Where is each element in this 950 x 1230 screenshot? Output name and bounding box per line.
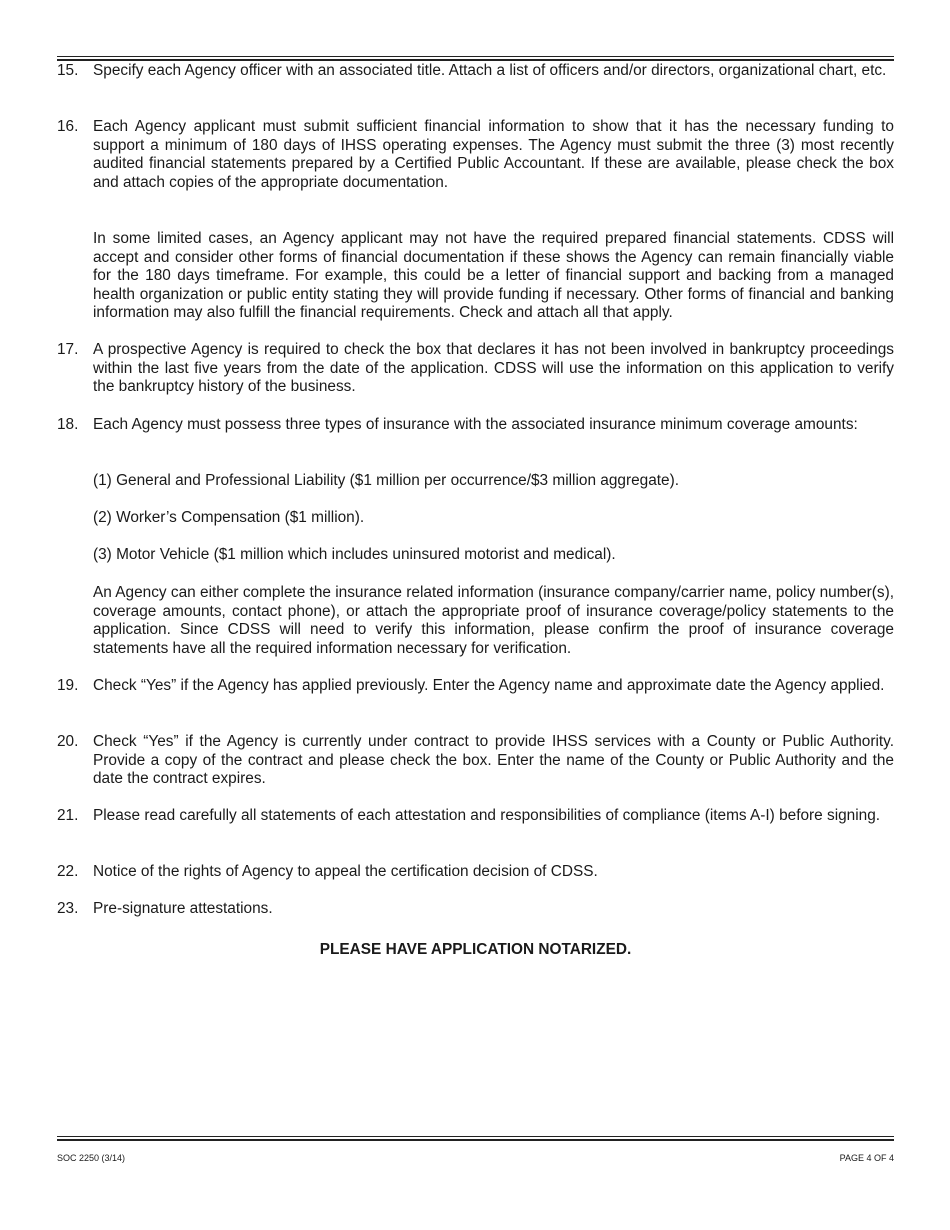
- item-19-text: Check “Yes” if the Agency has applied previously. Enter the Agency name and approximate date the Agency applied.: [93, 677, 885, 694]
- bottom-rule-thin: [57, 1136, 894, 1137]
- bottom-rule-thick: [57, 1139, 894, 1141]
- notarize-notice: PLEASE HAVE APPLICATION NOTARIZED.: [319, 941, 632, 958]
- item-number: 17.: [57, 341, 79, 358]
- form-id: SOC 2250 (3/14): [57, 1153, 126, 1163]
- item-20-text: Check “Yes” if the Agency is currently under contract to provide IHSS services with a County or Public Authority. Provide a copy of the contract and please check the box. Enter the name of the County or Public Authority and the date the contract expires.: [93, 733, 894, 788]
- item-number: 23.: [57, 900, 79, 917]
- item-number: 16.: [57, 118, 79, 135]
- item-16-text: Each Agency applicant must submit sufficient financial information to show that it has the necessary funding to support a minimum of 180 days of IHSS operating expenses. The Agency must submit the three (3) most recently audited financial statements prepared by a Certified Public Accountant. If these are available, please check the box and attach copies of the appropriate documentation.: [93, 118, 894, 191]
- item-number: 20.: [57, 733, 79, 750]
- item-21-text: Please read carefully all statements of each attestation and responsibilities of compliance (items A-I) before signing.: [93, 807, 881, 824]
- item-16-text-2: In some limited cases, an Agency applicant may not have the required prepared financial statements. CDSS will accept and consider other forms of financial documentation if these shows the Agency can remain financially viable for the 180 days timeframe. For example, this could be a letter of financial support and backing from a managed health organization or public entity stating they will provide funding if necessary. Other forms of financial and banking information may also fulfill the financial requirements. Check and attach all that apply.: [93, 230, 894, 322]
- item-22-text: Notice of the rights of Agency to appeal the certification decision of CDSS.: [93, 863, 598, 880]
- item-18-coverage-1: (1) General and Professional Liability ($1 million per occurrence/$3 million aggregate).: [93, 472, 679, 489]
- top-rule-thin: [57, 56, 894, 57]
- item-18-text-2: An Agency can either complete the insurance related information (insurance company/carrier name, policy number(s), coverage amounts, contact phone), or attach the appropriate proof of insurance coverage/policy statements to the application. Since CDSS will need to verify this information, please confirm the proof of insurance coverage statements have all the required information necessary for verification.: [93, 584, 894, 657]
- item-number: 22.: [57, 863, 79, 880]
- item-number: 21.: [57, 807, 79, 824]
- item-17-text: A prospective Agency is required to check the box that declares it has not been involved in bankruptcy proceedings within the last five years from the date of the application. CDSS will use the information on this application to verify the bankruptcy history of the business.: [93, 341, 894, 396]
- item-23-text: Pre-signature attestations.: [93, 900, 273, 917]
- item-15-text: Specify each Agency officer with an associated title. Attach a list of officers and/or directors, organizational chart, etc.: [93, 62, 887, 79]
- item-number: 15.: [57, 62, 79, 79]
- item-number: 19.: [57, 677, 79, 694]
- item-18-coverage-2: (2) Worker’s Compensation ($1 million).: [93, 509, 365, 526]
- item-18-text: Each Agency must possess three types of insurance with the associated insurance minimum coverage amounts:: [93, 416, 858, 433]
- item-number: 18.: [57, 416, 79, 433]
- top-rule-thick: [57, 59, 894, 61]
- item-18-coverage-3: (3) Motor Vehicle ($1 million which includes uninsured motorist and medical).: [93, 546, 616, 563]
- page-number: PAGE 4 OF 4: [839, 1153, 894, 1163]
